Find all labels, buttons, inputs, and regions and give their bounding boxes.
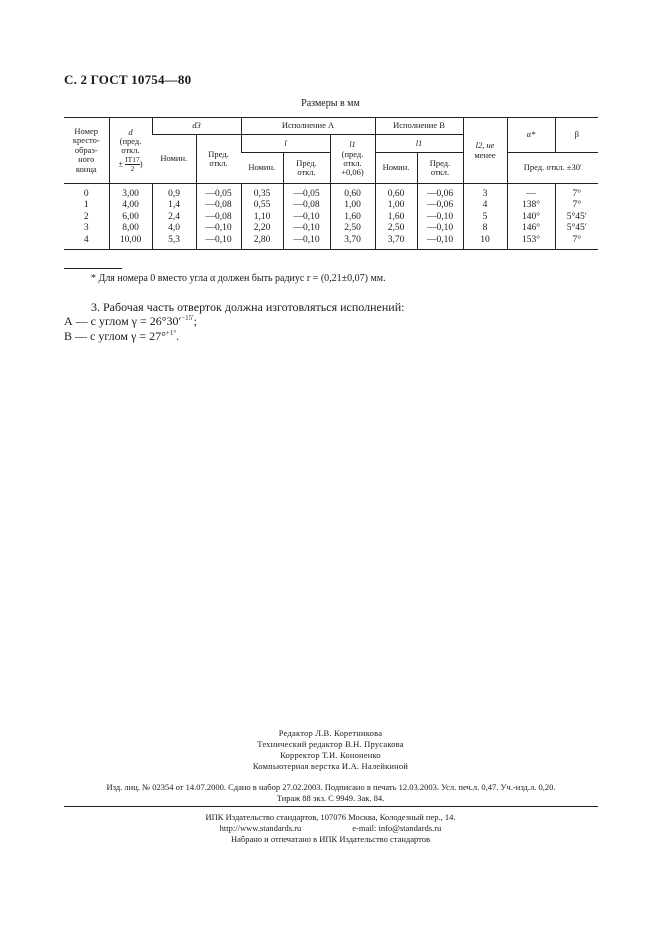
paragraph-3: 3. Рабочая часть отверток должна изготовляться исполнений: bbox=[91, 300, 405, 314]
header-cell-ispolnenie-a: Исполнение А bbox=[241, 118, 375, 135]
header-cell-l1-b: l1 bbox=[375, 135, 463, 153]
header-cell-l-pred: Пред. откл. bbox=[283, 153, 330, 184]
header-cell-l2: l2, не менее bbox=[463, 118, 507, 184]
footnote-divider bbox=[64, 268, 122, 269]
footnote: * Для номера 0 вместо угла α должен быть радиус r = (0,21±0,07) мм. bbox=[91, 273, 386, 284]
publisher-printed: Набрано и отпечатано в ИПК Издательство стандартов bbox=[230, 834, 431, 844]
table-row: 0 3,00 0,9 —0,05 0,35 —0,05 0,60 0,60 —0,06 3 — 7° bbox=[64, 184, 598, 200]
header-cell-d3-pred: Пред. откл. bbox=[196, 135, 241, 184]
header-cell-d3-nomin: Номин. bbox=[152, 135, 196, 184]
imprint-line: Изд. лиц. № 02354 от 14.07.2000. Сдано в набор 27.02.2003. Подписано в печать 12.03.2003. Усл. печ.л. 0,47. Уч.-изд.л. 0,20. bbox=[106, 782, 556, 792]
imprint-divider bbox=[64, 806, 598, 807]
imprint-line: Тираж 88 экз. С 9949. Зак. 84. bbox=[276, 793, 385, 803]
header-cell-l1-b-nomin: Номин. bbox=[375, 153, 417, 184]
table-row: 3 8,00 4,0 —0,10 2,20 —0,10 2,50 2,50 —0,10 8 146° 5°45′ bbox=[64, 223, 598, 235]
credit-corrector: Корректор Т.И. Кононенко bbox=[280, 750, 381, 760]
table-row: 4 10,00 5,3 —0,10 2,80 —0,10 3,70 3,70 —0,10 10 153° 7° bbox=[64, 234, 598, 249]
publisher-address: ИПК Издательство стандартов, 107076 Москва, Колодезный пер., 14. bbox=[205, 812, 456, 822]
dimensions-table bbox=[64, 117, 598, 250]
header-cell-ispolnenie-b: Исполнение В bbox=[375, 118, 463, 135]
header-cell-l-nomin: Номин. bbox=[241, 153, 283, 184]
header-cell-l: l bbox=[241, 135, 330, 153]
table-row: 2 6,00 2,4 —0,08 1,10 —0,10 1,60 1,60 —0,10 5 140° 5°45′ bbox=[64, 211, 598, 223]
header-cell-angle-tolerance: Пред. откл. ±30′ bbox=[507, 153, 598, 184]
header-cell-d: d (пред. откл. ± $\frac{IT17}{2}$ ) bbox=[109, 118, 152, 184]
option-a: А — с углом $\gamma = 26^\circ 30'^{-15'}$; bbox=[64, 314, 197, 328]
publisher-contacts: http://www.standards.ru e-mail: info@standards.ru bbox=[219, 823, 442, 833]
credit-editor: Редактор Л.В. Коретникова bbox=[278, 728, 383, 738]
header-cell-d3: d3 bbox=[152, 118, 241, 135]
credit-tech-editor: Технический редактор В.Н. Прусакова bbox=[257, 739, 404, 749]
option-b: В — с углом γ = 27°$^{+1^\circ}$. bbox=[64, 329, 180, 343]
header-cell-beta: β bbox=[555, 118, 598, 153]
header-cell-nomer: Номер кресто- образ- ного конца bbox=[64, 118, 109, 184]
table-caption: Размеры в мм bbox=[301, 98, 360, 109]
page-header: С. 2 ГОСТ 10754—80 bbox=[64, 72, 192, 87]
table-row: 1 4,00 1,4 —0,08 0,55 —0,08 1,00 1,00 —0,06 4 138° 7° bbox=[64, 200, 598, 212]
header-cell-l1-b-pred: Пред. откл. bbox=[417, 153, 463, 184]
header-cell-l1-a: l1 (пред. откл. +0,06) bbox=[330, 135, 375, 184]
header-cell-alpha: α* bbox=[507, 118, 555, 153]
credit-layout: Компьютерная верстка И.А. Налейкиной bbox=[252, 761, 409, 771]
